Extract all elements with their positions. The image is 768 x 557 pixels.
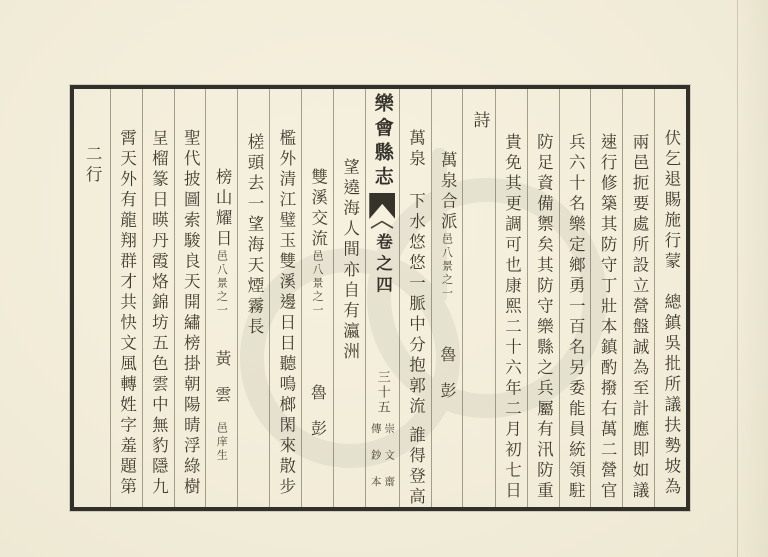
column-poem-title-bangshan bbox=[205, 89, 237, 507]
text-gap bbox=[432, 301, 463, 346]
column-segment-body: 霄天外有龍翔群才共快文風轉姓字羞題第 bbox=[117, 129, 137, 498]
column-segment-body: 誰得登高 bbox=[406, 425, 426, 507]
column-poem-shuangxi-2 bbox=[237, 89, 269, 507]
column-segment-body: 防足資備禦矣其防守樂縣之兵屬有汛防重 bbox=[534, 133, 554, 502]
column-poem-title-wanquan bbox=[431, 89, 463, 507]
column-segment-name: 魯彭 bbox=[438, 345, 458, 418]
column-segment-body: 萬泉 bbox=[406, 129, 426, 170]
column-segment-body: 聖代披圖索駿良天開繡榜掛朝陽晴浮綠樹 bbox=[181, 129, 201, 498]
edition-note bbox=[370, 423, 394, 503]
text-gap bbox=[302, 318, 333, 384]
column-margin-note bbox=[74, 89, 110, 507]
page-frame bbox=[70, 85, 690, 511]
column-petition-6 bbox=[495, 89, 527, 507]
column-segment-name: 黃雲 bbox=[212, 349, 232, 422]
column-segment-header: 詩 bbox=[469, 111, 490, 132]
column-segment-small: 邑庠生 bbox=[215, 421, 229, 462]
column-segment-body: 兵六十名樂定鄉勇一百名另委能員統領駐 bbox=[566, 133, 586, 502]
column-poem-bangshan-3 bbox=[110, 89, 142, 507]
columns bbox=[74, 89, 686, 507]
column-segment-body: 萬泉合派 bbox=[438, 151, 458, 233]
column-segment-body: 呈榴篆日暎丹霞烙錦坊五色雲中無豹隱九 bbox=[149, 129, 169, 498]
column-segment-title: 樂會縣志 bbox=[371, 93, 394, 191]
column-segment-small: 邑八景之一 bbox=[310, 250, 324, 318]
column-banxin bbox=[365, 89, 399, 507]
fishtail-chevron bbox=[370, 220, 394, 229]
edition-note-right: 崇文齋 bbox=[383, 422, 396, 502]
column-segment-body: 檻外清江璧玉雙溪邊日日聽鳴榔閑來散步 bbox=[276, 129, 296, 498]
fishtail-mark bbox=[369, 193, 395, 229]
text-gap bbox=[366, 415, 399, 423]
column-segment-body: 二行 bbox=[83, 145, 103, 186]
column-petition-4 bbox=[559, 89, 591, 507]
column-segment-body: 伏乞退賜施行蒙 bbox=[661, 129, 681, 273]
column-petition-3 bbox=[590, 89, 622, 507]
column-segment-body: 貴免其更調可也康熙二十六年二月初七日 bbox=[502, 133, 522, 502]
column-segment-body: 兩邑扼要處所設立營盤誠為至計應即如議 bbox=[629, 133, 649, 502]
column-petition-5 bbox=[527, 89, 559, 507]
column-poem-shuangxi-1 bbox=[269, 89, 301, 507]
column-segment-body: 雙溪交流 bbox=[308, 168, 328, 250]
column-segment-pagenum: 三十五 bbox=[374, 369, 390, 415]
column-segment-body: 總鎮吳批所議扶勢坡為 bbox=[661, 292, 681, 498]
column-segment-body: 下水悠悠一脈中分抱郭流 bbox=[406, 192, 426, 418]
text-gap bbox=[655, 273, 686, 293]
column-poem-wanquan-2 bbox=[333, 89, 365, 507]
column-segment-body: 槎頭去一望海天煙霧長 bbox=[245, 133, 264, 338]
column-poem-wanquan-1 bbox=[399, 89, 431, 507]
column-segment-body: 速行修築其防守丁壯本鎮酌撥右萬二營官 bbox=[598, 133, 618, 502]
text-gap bbox=[206, 318, 237, 350]
column-poem-title-shuangxi bbox=[301, 89, 333, 507]
column-petition-2 bbox=[622, 89, 654, 507]
text-gap bbox=[400, 170, 431, 192]
column-poem-bangshan-1 bbox=[174, 89, 206, 507]
text-gap bbox=[400, 418, 431, 426]
column-segment-body: 榜山耀日 bbox=[213, 168, 233, 250]
column-petition-1 bbox=[654, 89, 686, 507]
column-segment-volume: 卷之四 bbox=[373, 233, 393, 298]
column-segment-small: 邑八景之一 bbox=[215, 250, 229, 318]
column-poem-bangshan-2 bbox=[142, 89, 174, 507]
page-edge-shade bbox=[738, 0, 768, 557]
column-segment-body: 望遶海人間亦自有瀛洲 bbox=[340, 158, 360, 363]
text-gap bbox=[366, 298, 399, 370]
column-section-header bbox=[462, 89, 494, 507]
column-segment-small: 邑八景之一 bbox=[440, 233, 454, 301]
fishtail-black bbox=[369, 193, 395, 219]
edition-note-left: 傳鈔本 bbox=[369, 422, 382, 502]
column-segment-name: 魯彭 bbox=[308, 383, 328, 456]
